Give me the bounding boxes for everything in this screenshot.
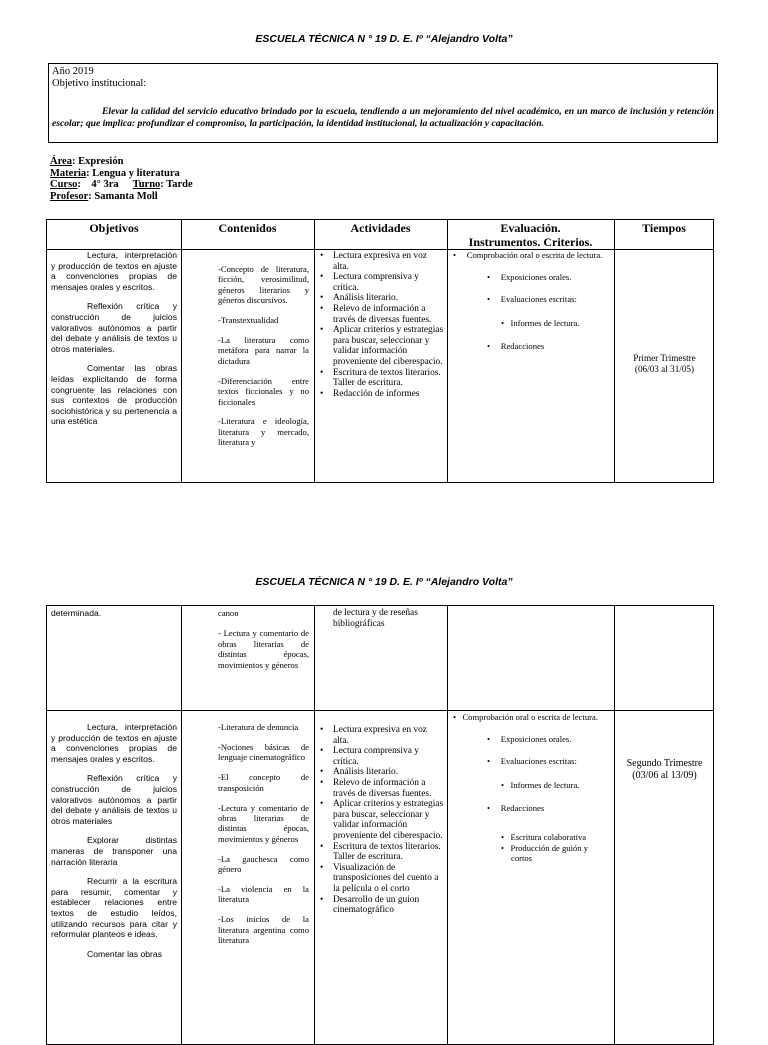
evaluation-item: • Producción de guión y cortos (501, 842, 591, 864)
objective-item: Recurrir a la escritura para resumir, comentar y establecer relaciones entre textos de estudio leídos, utilizando recursos para citar y reformular planteos e ideas. (51, 876, 177, 940)
evaluation-item: • Redacciones (487, 341, 545, 352)
objective-item: Reflexión crítica y construcción de juicios valorativos autónomos a partir del debate y análisis de textos u otros materiales (51, 773, 177, 826)
activity-item: • Relevo de información a través de diversas fuentes. (318, 778, 444, 799)
activity-item: • Visualización de transposiciones del cuento a la película o el corto (318, 863, 444, 895)
evaluation-item: • Evaluaciones escritas: (487, 756, 577, 767)
activities-cell (318, 251, 444, 482)
evaluation-item: • Exposiciones orales. (487, 733, 572, 744)
plan-table-page2 (46, 605, 714, 1045)
evaluation-cell (451, 712, 611, 1044)
objective-continuation: determinada. (51, 608, 102, 618)
institutional-box (48, 63, 718, 143)
activity-item: • Aplicar criterios y estrategias para buscar, seleccionar y validar información proveniente del ciberespacio. (318, 325, 444, 367)
activity-item: • Redacción de informes (318, 389, 444, 400)
evaluation-item: • Informes de lectura. (501, 779, 580, 790)
header-evaluation: Evaluación. Instrumentos. Criterios. (468, 221, 593, 249)
content-item: - Lectura y comentario de obras literarias de distintas épocas, movimientos y géneros (218, 628, 309, 670)
objective-label: Objetivo institucional: (52, 78, 147, 89)
school-header: ESCUELA TÉCNICA N ° 19 D. E. Iº “Alejandro Volta” (255, 576, 513, 588)
content-item: -La violencia en la literatura (218, 883, 309, 905)
activity-item: • Relevo de información a través de diversas fuentes. (318, 304, 444, 325)
institutional-objective: Elevar la calidad del servicio educativo brindado por la escuela, tendiendo a un mejoramiento del nivel académico, en un marco de inclusión y retención escolar; que implica: profundizar el compromiso, la participación, la identidad institucional, la actualización y capacitación. (52, 106, 714, 129)
teacher-line: Profesor: Samanta Moll (50, 190, 158, 202)
content-item: -Literatura de denuncia (218, 722, 299, 732)
activity-item: • Análisis literario. (318, 293, 444, 304)
objectives-cell (51, 250, 177, 482)
content-item: -Transtextualidad (218, 315, 279, 326)
header-activities: Actividades (350, 221, 411, 235)
header-contents: Contenidos (218, 221, 277, 235)
plan-table-page1 (46, 219, 714, 483)
header-objectives: Objetivos (89, 221, 139, 235)
activity-item: • Lectura expresiva en voz alta. (318, 251, 444, 272)
evaluation-item: • Redacciones (487, 803, 545, 814)
time-cell: Primer Trimestre (06/03 al 31/05) (633, 353, 696, 374)
content-item: -La literatura como metáfora para narrar la dictadura (218, 335, 309, 366)
objective-item: Comentar las obras (87, 948, 162, 959)
content-item: -Los inicios de la literatura argentina como literatura (218, 914, 309, 946)
content-item: -Nociones básicas de lenguaje cinematográfico (218, 741, 309, 763)
evaluation-item: • Evaluaciones escritas: (487, 294, 577, 305)
evaluation-item: • Escritura colaborativa (501, 831, 587, 842)
objective-item: Lectura, interpretación y producción de textos en ajuste a convenciones propias de mensajes orales y escritos. (51, 722, 177, 764)
activity-item: • Lectura comprensiva y crítica. (318, 272, 444, 293)
school-header: ESCUELA TÉCNICA N ° 19 D. E. Iº “Alejandro Volta” (255, 33, 513, 45)
header-times: Tiempos (642, 221, 686, 235)
area-line: Área: Expresión (50, 156, 124, 167)
evaluation-item: • Informes de lectura. (501, 317, 580, 328)
content-item: -Literatura e ideología, literatura y mercado, literatura y (218, 416, 309, 448)
objective-item: Reflexión crítica y construcción de juicios valorativos autónomos a partir del debate y análisis de textos u otros materiales. (51, 301, 177, 354)
content-item: -La gauchesca como género (218, 853, 309, 875)
content-item: -Lectura y comentario de obras literarias de distintas épocas, movimientos y géneros (218, 802, 309, 844)
evaluation-item: • Comprobación oral o escrita de lectura. (453, 250, 603, 260)
evaluation-cell (451, 250, 611, 482)
course-line: Curso: 4° 3ra Turno: Tarde (50, 179, 193, 190)
content-item: -Concepto de literatura, ficción, verosimilitud, géneros literarios y géneros discursivos. (218, 264, 309, 306)
evaluation-item: • Comprobación oral o escrita de lectura. (453, 712, 598, 722)
objective-item: Lectura, interpretación y producción de textos en ajuste a convenciones propias de mensajes orales y escritos. (51, 250, 177, 292)
contents-cell (218, 264, 309, 482)
content-item: -El concepto de transposición (218, 772, 309, 793)
subject-line: Materia: Lengua y literatura (50, 167, 180, 179)
course-info (50, 156, 193, 202)
activities-continuation: de lectura y de reseñas bibliográficas (333, 608, 418, 629)
year: Año 2019 (52, 66, 94, 77)
activity-item: • Escritura de textos literarios. Taller de escritura. (318, 842, 444, 863)
activity-item: • Lectura comprensiva y crítica. (318, 746, 444, 767)
activity-item: • Análisis literario. (318, 767, 444, 778)
time-cell: Segundo Trimestre (03/06 al 13/09) (626, 758, 703, 781)
contents-continuation (218, 608, 309, 680)
objective-item: Explorar distintas maneras de transponer una narración literaria (51, 835, 177, 867)
evaluation-item: • Exposiciones orales. (487, 271, 572, 282)
objective-item: Comentar las obras leídas explicitando de forma congruente las relaciones con sus contextos de producción sociohistórica y su pertenencia a una estética (51, 363, 177, 427)
content-item: canon (218, 608, 239, 618)
activity-item: • Aplicar criterios y estrategias para buscar, seleccionar y validar información proveniente del ciberespacio. (318, 799, 444, 841)
activity-item: • Desarrollo de un guion cinematográfico (318, 895, 444, 916)
content-item: -Diferenciación entre textos ficcionales y no ficcionales (218, 375, 309, 407)
objectives-cell (51, 722, 177, 1044)
contents-cell (218, 722, 309, 1044)
activities-cell (318, 725, 444, 1044)
activity-item: • Escritura de textos literarios. Taller de escritura. (318, 368, 444, 389)
activity-item: • Lectura expresiva en voz alta. (318, 725, 444, 746)
